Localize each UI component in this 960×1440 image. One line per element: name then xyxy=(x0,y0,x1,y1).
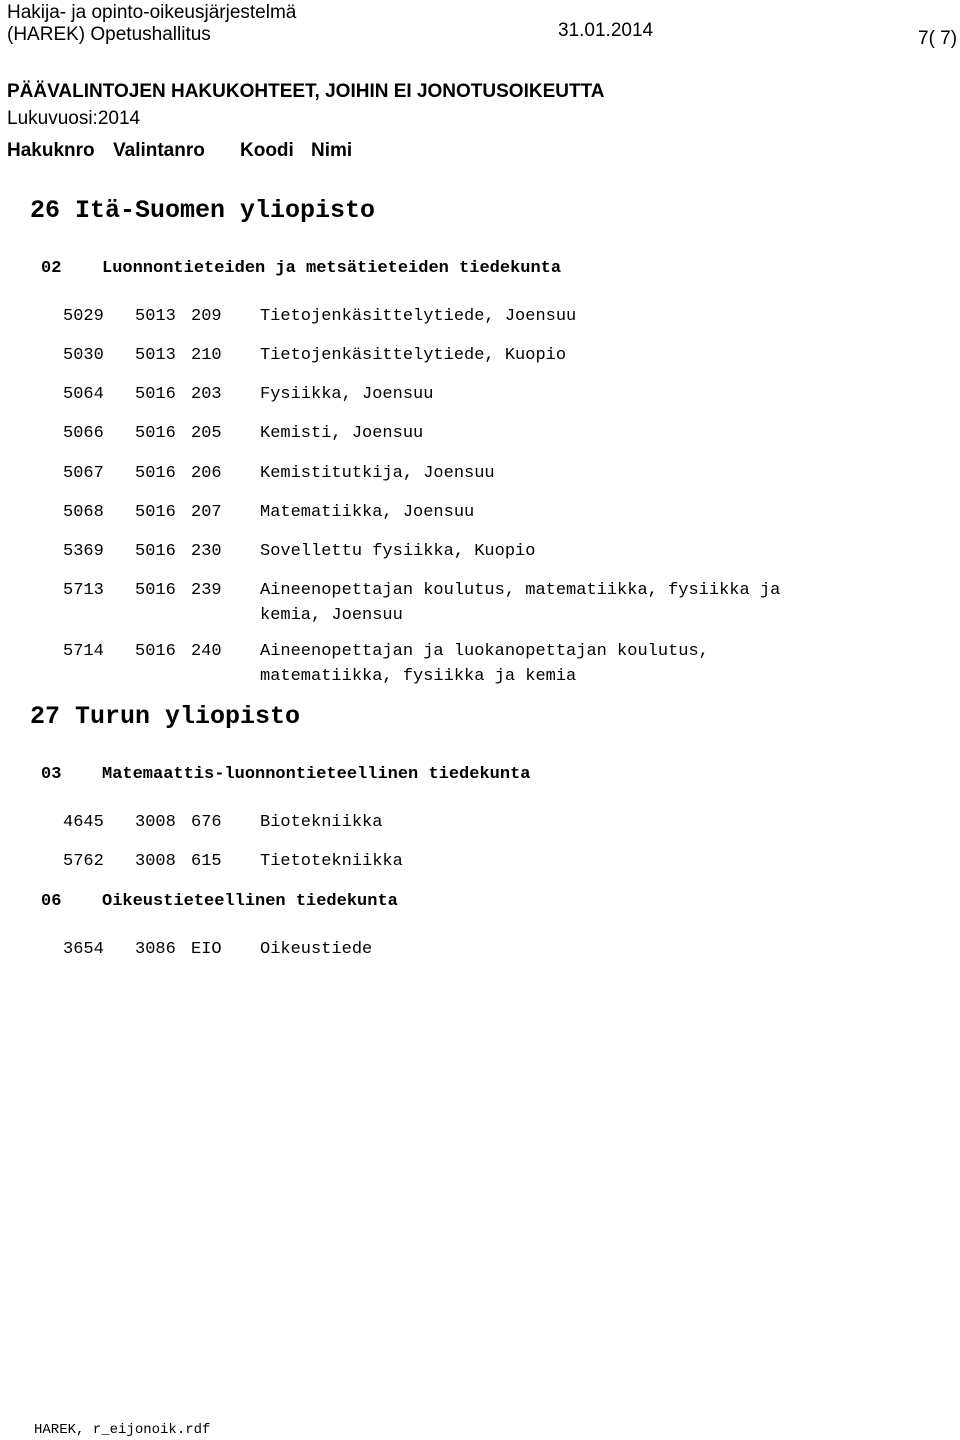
cell-hakuknro: 5067 xyxy=(63,464,104,483)
column-header-koodi: Koodi xyxy=(240,140,294,161)
cell-hakuknro: 5068 xyxy=(63,503,104,522)
cell-hakuknro: 4645 xyxy=(63,813,104,832)
cell-koodi: 210 xyxy=(191,346,222,365)
page-number: 7( 7) xyxy=(918,28,958,49)
cell-koodi: 230 xyxy=(191,542,222,561)
cell-valintanro: 5016 xyxy=(135,464,176,483)
cell-koodi: 239 xyxy=(191,581,222,600)
cell-nimi: Aineenopettajan koulutus, matematiikka, fysiikka ja xyxy=(260,581,781,600)
cell-valintanro: 5016 xyxy=(135,385,176,404)
faculty-code: 02 xyxy=(41,259,62,278)
cell-nimi: Sovellettu fysiikka, Kuopio xyxy=(260,542,536,561)
cell-koodi: 676 xyxy=(191,813,222,832)
cell-nimi: Oikeustiede xyxy=(260,940,373,959)
cell-koodi: 240 xyxy=(191,642,222,661)
cell-valintanro: 5016 xyxy=(135,542,176,561)
cell-koodi: 206 xyxy=(191,464,222,483)
cell-koodi: EIO xyxy=(191,940,222,959)
cell-koodi: 615 xyxy=(191,852,222,871)
cell-hakuknro: 5369 xyxy=(63,542,104,561)
cell-valintanro: 5016 xyxy=(135,642,176,661)
cell-nimi: Tietojenkäsittelytiede, Kuopio xyxy=(260,346,567,365)
cell-hakuknro: 5064 xyxy=(63,385,104,404)
cell-nimi-continued: matematiikka, fysiikka ja kemia xyxy=(260,667,577,686)
cell-nimi: Biotekniikka xyxy=(260,813,383,832)
report-title: PÄÄVALINTOJEN HAKUKOHTEET, JOIHIN EI JONOTUSOIKEUTTA xyxy=(7,81,605,102)
column-header-hakuknro: Hakuknro xyxy=(7,140,95,161)
cell-nimi: Aineenopettajan ja luokanopettajan koulutus, xyxy=(260,642,709,661)
cell-nimi: Tietotekniikka xyxy=(260,852,403,871)
system-organization: (HAREK) Opetushallitus xyxy=(7,24,211,45)
academic-year: Lukuvuosi:2014 xyxy=(7,108,141,129)
cell-nimi: Tietojenkäsittelytiede, Joensuu xyxy=(260,307,577,326)
cell-valintanro: 5013 xyxy=(135,346,176,365)
cell-nimi: Matematiikka, Joensuu xyxy=(260,503,475,522)
cell-koodi: 209 xyxy=(191,307,222,326)
cell-nimi: Kemistitutkija, Joensuu xyxy=(260,464,495,483)
cell-hakuknro: 5066 xyxy=(63,424,104,443)
cell-nimi: Kemisti, Joensuu xyxy=(260,424,424,443)
cell-hakuknro: 5714 xyxy=(63,642,104,661)
cell-valintanro: 3086 xyxy=(135,940,176,959)
cell-koodi: 203 xyxy=(191,385,222,404)
cell-nimi-continued: kemia, Joensuu xyxy=(260,606,403,625)
faculty-name: Matemaattis-luonnontieteellinen tiedekunta xyxy=(102,765,531,784)
cell-koodi: 207 xyxy=(191,503,222,522)
cell-valintanro: 5016 xyxy=(135,503,176,522)
cell-valintanro: 3008 xyxy=(135,813,176,832)
cell-hakuknro: 5029 xyxy=(63,307,104,326)
cell-valintanro: 5016 xyxy=(135,581,176,600)
cell-valintanro: 5013 xyxy=(135,307,176,326)
university-heading: 27 Turun yliopisto xyxy=(30,702,301,731)
cell-valintanro: 3008 xyxy=(135,852,176,871)
cell-hakuknro: 5762 xyxy=(63,852,104,871)
table-row xyxy=(63,639,923,689)
column-header-nimi: Nimi xyxy=(311,140,353,161)
cell-nimi: Fysiikka, Joensuu xyxy=(260,385,434,404)
faculty-code: 06 xyxy=(41,892,62,911)
system-name: Hakija- ja opinto-oikeusjärjestelmä xyxy=(7,2,297,23)
university-heading: 26 Itä-Suomen yliopisto xyxy=(30,196,376,225)
cell-hakuknro: 5030 xyxy=(63,346,104,365)
cell-hakuknro: 5713 xyxy=(63,581,104,600)
faculty-name: Oikeustieteellinen tiedekunta xyxy=(102,892,398,911)
report-date: 31.01.2014 xyxy=(558,20,654,41)
report-footer: HAREK, r_eijonoik.rdf xyxy=(34,1422,211,1438)
cell-hakuknro: 3654 xyxy=(63,940,104,959)
cell-valintanro: 5016 xyxy=(135,424,176,443)
cell-koodi: 205 xyxy=(191,424,222,443)
table-row xyxy=(63,578,923,628)
faculty-name: Luonnontieteiden ja metsätieteiden tiedekunta xyxy=(102,259,562,278)
column-header-valintanro: Valintanro xyxy=(113,140,205,161)
faculty-code: 03 xyxy=(41,765,62,784)
